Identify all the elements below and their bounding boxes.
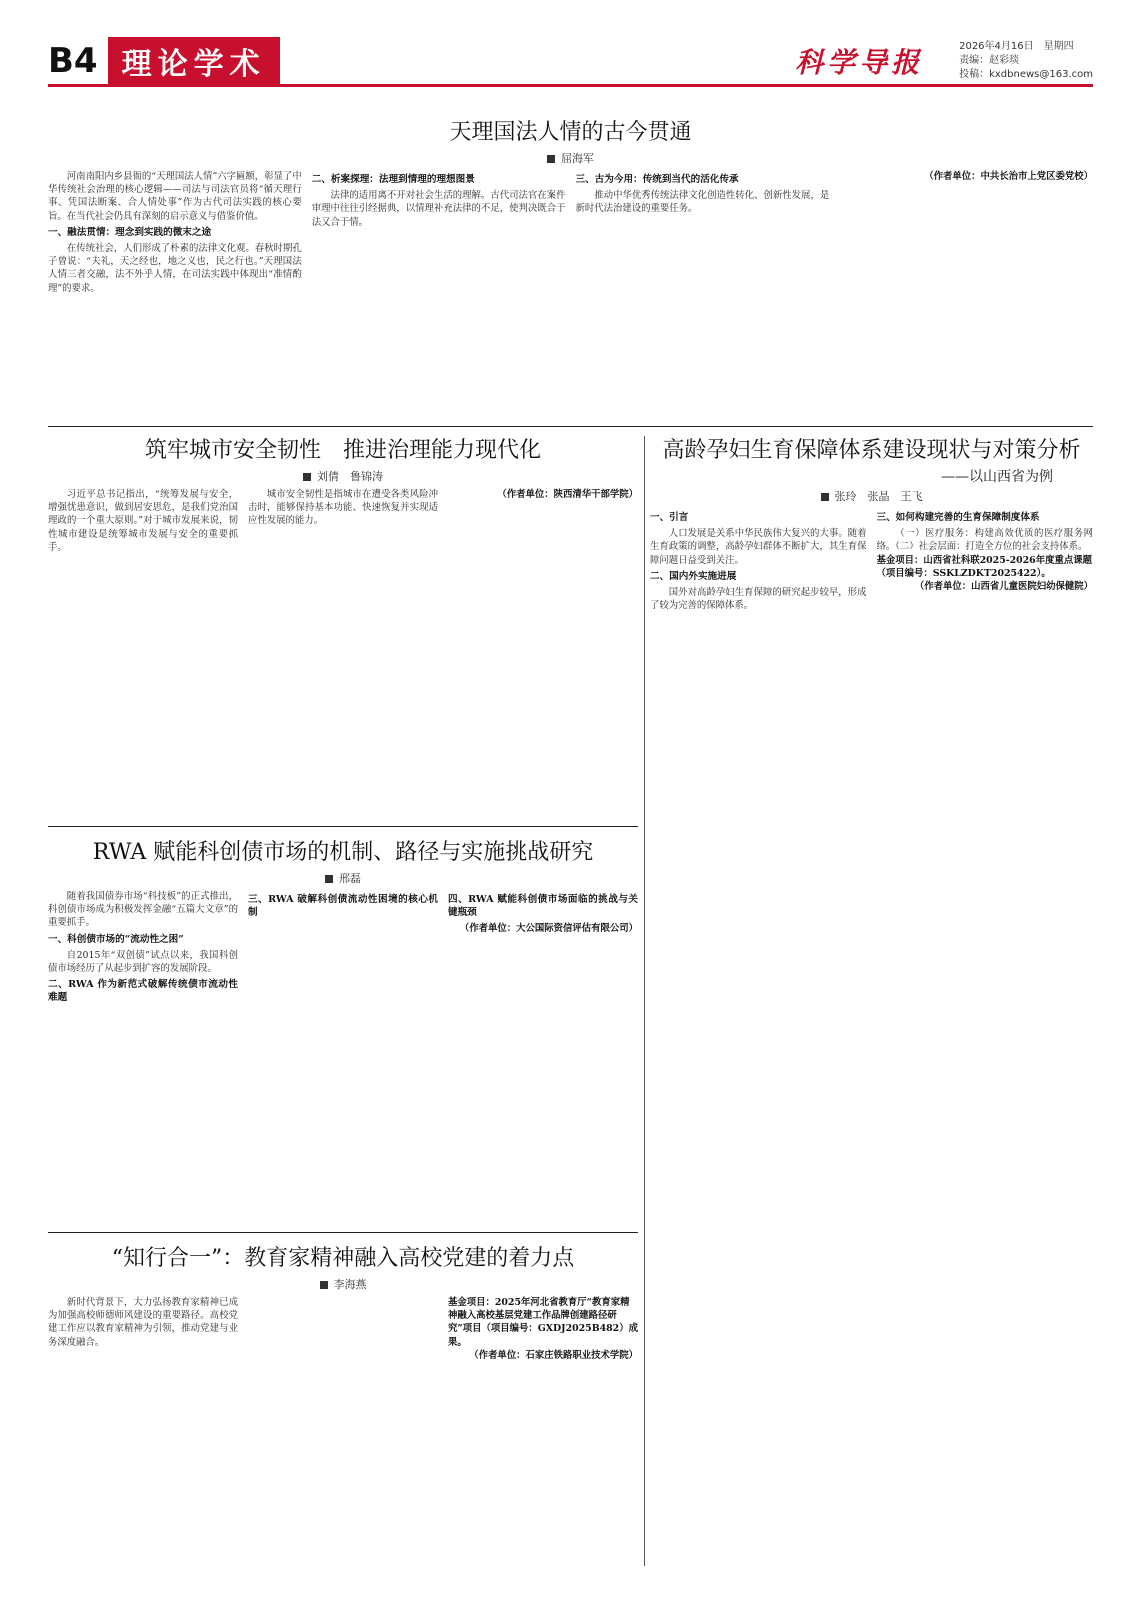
article-rwa-bonds [48,838,638,1224]
article-byline: 屈海军 [48,150,1093,166]
article-column [312,170,566,416]
article-byline: 刘倩 鲁锦涛 [48,468,638,484]
square-bullet-icon [821,493,829,501]
column-divider [644,436,645,1566]
article-elderly-pregnancy [650,436,1093,1566]
fund-note: 基金项目：2025年河北省教育厅“教育家精神融入高校基层党建工作品牌创建路径研究”项目（项目编号：GXDJ2025B482）成果。 [448,1297,638,1348]
article-byline: 张玲 张晶 王飞 [650,488,1093,504]
article-title: RWA 赋能科创债市场的机制、路径与实施挑战研究 [92,840,594,865]
article-educator-spirit [48,1244,638,1566]
article-title: 筑牢城市安全韧性 推进治理能力现代化 [144,438,541,463]
article-columns [650,508,1093,1558]
article-columns [48,1296,638,1566]
section-heading: 二、国内外实施进展 [650,570,737,582]
author-affiliation: （作者单位：大公国际资信评估有限公司） [459,923,638,935]
paragraph: 法律的适用离不开对社会生活的理解。古代司法官在案件审理中往往引经据典，以情理补充法律的不足，使判决既合于法又合于情。 [311,190,566,228]
section-heading: 二、RWA 作为新范式破解传统债市流动性难题 [48,979,238,1004]
article-byline: 邢磊 [48,870,638,886]
article-heaven-law-emotion [48,96,1093,416]
masthead [48,38,1093,87]
section-heading: 四、RWA 赋能科创债市场面临的挑战与关键瓶颈 [448,894,638,919]
author-affiliation: （作者单位：中共长治市上党区委党校） [924,171,1093,182]
paragraph: 新时代背景下，大力弘扬教育家精神已成为加强高校师德师风建设的重要路径。高校党建工作应以教育家精神为引领，推动党建与业务深度融合。 [48,1297,238,1348]
fund-note: 基金项目：山西省社科联2025-2026年度重点课题（项目编号：SSKLZDKT2025422）。 [876,554,1092,579]
section-heading: 二、析案探理：法理到情理的理想图景 [311,174,475,185]
paragraph: 国外对高龄孕妇生育保障的研究起步较早，形成了较为完善的保障体系。 [650,587,867,612]
editor-line: 责编：赵彩琰 [959,55,1020,66]
article-column [650,508,867,1558]
article-column [48,890,238,1224]
square-bullet-icon [325,875,333,883]
article-title: “知行合一”：教育家精神融入高校党建的着力点 [111,1246,575,1271]
section-heading: 三、如何构建完善的生育保障制度体系 [876,512,1040,523]
paragraph: 习近平总书记指出，“统筹发展与安全，增强忧患意识，做到居安思危，是我们党治国理政的一个重大原则。”对于城市发展来说，韧性城市建设是统筹城市发展与安全的重要抓手。 [48,489,238,553]
article-column [448,488,638,816]
page-number: B4 [48,41,98,81]
article-column [448,890,638,1224]
article-column [877,508,1094,1558]
article-column [48,170,302,416]
section-title: 理论学术 [108,37,280,85]
section-heading: 一、引言 [650,512,689,523]
paragraph: 在传统社会，人们形成了朴素的法律文化观。春秋时期孔子曾说：“夫礼，天之经也，地之义也，民之行也。”天理国法人情三者交融，法不外乎人情，在司法实践中体现出“准情酌理”的要求。 [48,243,302,294]
article-title: 天理国法人情的古今贯通 [449,120,692,145]
section-heading: 一、科创债市场的“流动性之困” [48,933,184,945]
article-column [48,1296,238,1566]
divider-line [48,426,1093,427]
divider-line [48,1232,638,1233]
square-bullet-icon [303,473,311,481]
article-columns [48,170,1093,416]
author-affiliation: （作者单位：山西省儿童医院妇幼保健院） [914,581,1093,593]
paragraph: 人口发展是关系中华民族伟大复兴的大事。随着生育政策的调整，高龄孕妇群体不断扩大，其生育保障问题日益受到关注。 [650,528,867,566]
article-column [576,170,830,416]
article-byline: 李海燕 [48,1276,638,1292]
issue-meta [959,40,1093,82]
square-bullet-icon [320,1281,328,1289]
article-columns [48,488,638,816]
article-columns [48,890,638,1224]
paragraph: 随着我国债券市场“科技板”的正式推出，科创债市场成为积极发挥金融“五篇大文章”的重要抓手。 [48,891,238,929]
issue-date: 2026年4月16日 星期四 [959,41,1074,52]
article-column [839,170,1093,416]
paragraph: 推动中华优秀传统法律文化创造性转化、创新性发展，是新时代法治建设的重要任务。 [575,190,830,215]
article-column [248,1296,438,1566]
article-column [248,488,438,816]
email-line: 投稿：kxdbnews@163.com [959,69,1093,80]
article-column [248,890,438,1224]
section-heading: 三、RWA 破解科创债流动性困境的核心机制 [248,894,438,919]
section-heading: 一、融法贯情：理念到实践的微末之途 [48,226,212,238]
paragraph: （一）医疗服务：构建高效优质的医疗服务网络。（二）社会层面：打造全方位的社会支持体系。 [876,528,1093,553]
paragraph: 自2015年“双创债”试点以来，我国科创债市场经历了从起步到扩容的发展阶段。 [48,949,238,975]
article-subtitle: ——以山西省为例 [941,469,1053,485]
paragraph: 城市安全韧性是指城市在遭受各类风险冲击时，能够保持基本功能、快速恢复并实现适应性发展的能力。 [248,489,438,527]
newspaper-brand: 科学导报 [795,46,924,79]
square-bullet-icon [547,155,555,163]
divider-line [48,826,638,827]
section-heading: 三、古为今用：传统到当代的活化传承 [575,174,739,185]
article-lead: 河南南阳内乡县衙的“天理国法人情”六字匾额，彰显了中华传统社会治理的核心逻辑——司法与司法官员将“循天理行事、凭国法断案、合人情处事”作为古代司法实践的核心要旨。在当代社会仍具有深刻的启示意义与借鉴价值。 [48,171,302,222]
article-title: 高龄孕妇生育保障体系建设现状与对策分析 [662,438,1081,463]
article-urban-resilience [48,436,638,816]
author-affiliation: （作者单位：陕西清华干部学院） [497,489,638,500]
author-affiliation: （作者单位：石家庄铁路职业技术学院） [469,1349,638,1361]
article-column [48,488,238,816]
article-column [448,1296,638,1566]
